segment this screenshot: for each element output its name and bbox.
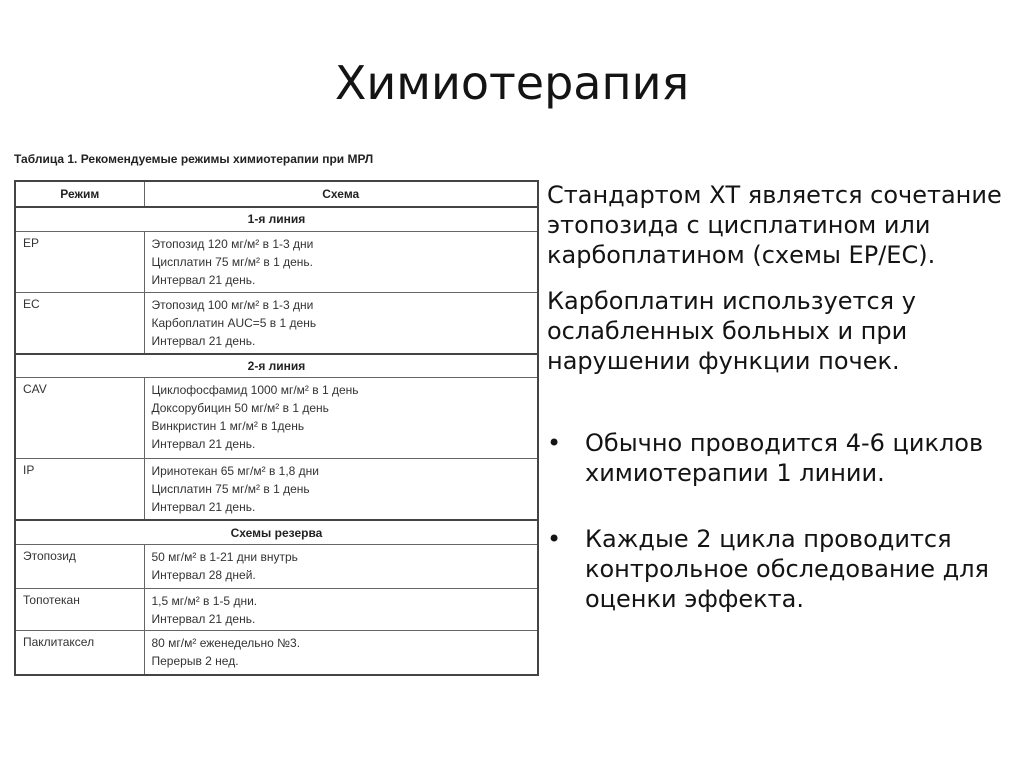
scheme-cell bbox=[144, 589, 538, 631]
scheme-line: Карбоплатин AUC=5 в 1 день bbox=[151, 315, 317, 330]
paragraph-standard: Стандартом ХТ является сочетание этопозида с цисплатином или карбоплатином (схемы EP/EC). bbox=[547, 181, 1002, 269]
table-row bbox=[15, 544, 538, 588]
scheme-line: Цисплатин 75 мг/м² в 1 день. bbox=[151, 254, 313, 269]
scheme-line: Этопозид 100 мг/м² в 1-3 дни bbox=[151, 297, 314, 312]
scheme-line: Циклофосфамид 1000 мг/м² в 1 день bbox=[151, 383, 359, 398]
table-caption: Таблица 1. Рекомендуемые режимы химиотерапии при МРЛ bbox=[14, 152, 374, 166]
slide-title: Химиотерапия bbox=[334, 56, 690, 110]
regimen-table bbox=[14, 180, 539, 676]
regimen-cell: IP bbox=[15, 458, 144, 520]
section-row bbox=[15, 354, 538, 378]
scheme-cell bbox=[144, 292, 538, 353]
scheme-cell bbox=[144, 631, 538, 675]
regimen-cell: CAV bbox=[15, 378, 144, 458]
section-second-line: 2-я линия bbox=[15, 354, 538, 378]
bullet-item bbox=[547, 524, 1017, 614]
scheme-line: Интервал 21 день. bbox=[151, 333, 256, 348]
section-first-line: 1-я линия bbox=[15, 207, 538, 231]
paragraph-carboplatin: Карбоплатин используется у ослабленных больных и при нарушении функции почек. bbox=[547, 287, 916, 375]
section-reserve: Схемы резерва bbox=[15, 520, 538, 544]
scheme-line: Интервал 28 дней. bbox=[151, 567, 256, 582]
table-row bbox=[15, 458, 538, 520]
header-scheme: Схема bbox=[144, 181, 538, 207]
scheme-line: Интервал 21 день. bbox=[151, 272, 256, 287]
regimen-cell: Этопозид bbox=[15, 544, 144, 588]
table-row bbox=[15, 292, 538, 353]
scheme-line: 50 мг/м² в 1-21 дни внутрь bbox=[151, 549, 298, 564]
scheme-cell bbox=[144, 458, 538, 520]
regimen-cell: Паклитаксел bbox=[15, 631, 144, 675]
table-row bbox=[15, 631, 538, 675]
regimen-cell: Топотекан bbox=[15, 589, 144, 631]
scheme-cell bbox=[144, 378, 538, 458]
scheme-line: Винкристин 1 мг/м² в 1день bbox=[151, 419, 305, 434]
bullet-text: Каждые 2 цикла проводится контрольное обследование для оценки эффекта. bbox=[585, 525, 989, 613]
bullet-text: Обычно проводится 4-6 циклов химиотерапии 1 линии. bbox=[585, 429, 984, 487]
table-row bbox=[15, 589, 538, 631]
scheme-line: Перерыв 2 нед. bbox=[151, 654, 239, 669]
scheme-line: Цисплатин 75 мг/м² в 1 день bbox=[151, 481, 310, 496]
regimen-cell: EP bbox=[15, 231, 144, 292]
table-header-row bbox=[15, 181, 538, 207]
scheme-line: 1,5 мг/м² в 1-5 дни. bbox=[151, 594, 258, 609]
table-row bbox=[15, 378, 538, 458]
scheme-line: Этопозид 120 мг/м² в 1-3 дни bbox=[151, 236, 314, 251]
scheme-line: Иринотекан 65 мг/м² в 1,8 дни bbox=[151, 463, 320, 478]
header-regimen: Режим bbox=[15, 181, 144, 207]
scheme-cell bbox=[144, 231, 538, 292]
section-row bbox=[15, 207, 538, 231]
section-row bbox=[15, 520, 538, 544]
scheme-cell bbox=[144, 544, 538, 588]
bullet-dot: • bbox=[547, 429, 562, 457]
scheme-line: Доксорубицин 50 мг/м² в 1 день bbox=[151, 401, 329, 416]
scheme-line: Интервал 21 день. bbox=[151, 437, 256, 452]
bullet-item bbox=[547, 428, 1017, 488]
text-block bbox=[547, 180, 1017, 650]
scheme-line: Интервал 21 день. bbox=[151, 612, 256, 627]
scheme-line: Интервал 21 день. bbox=[151, 499, 256, 514]
table-row bbox=[15, 231, 538, 292]
bullet-dot: • bbox=[547, 525, 562, 553]
regimen-cell: EC bbox=[15, 292, 144, 353]
scheme-line: 80 мг/м² еженедельно №3. bbox=[151, 636, 301, 651]
